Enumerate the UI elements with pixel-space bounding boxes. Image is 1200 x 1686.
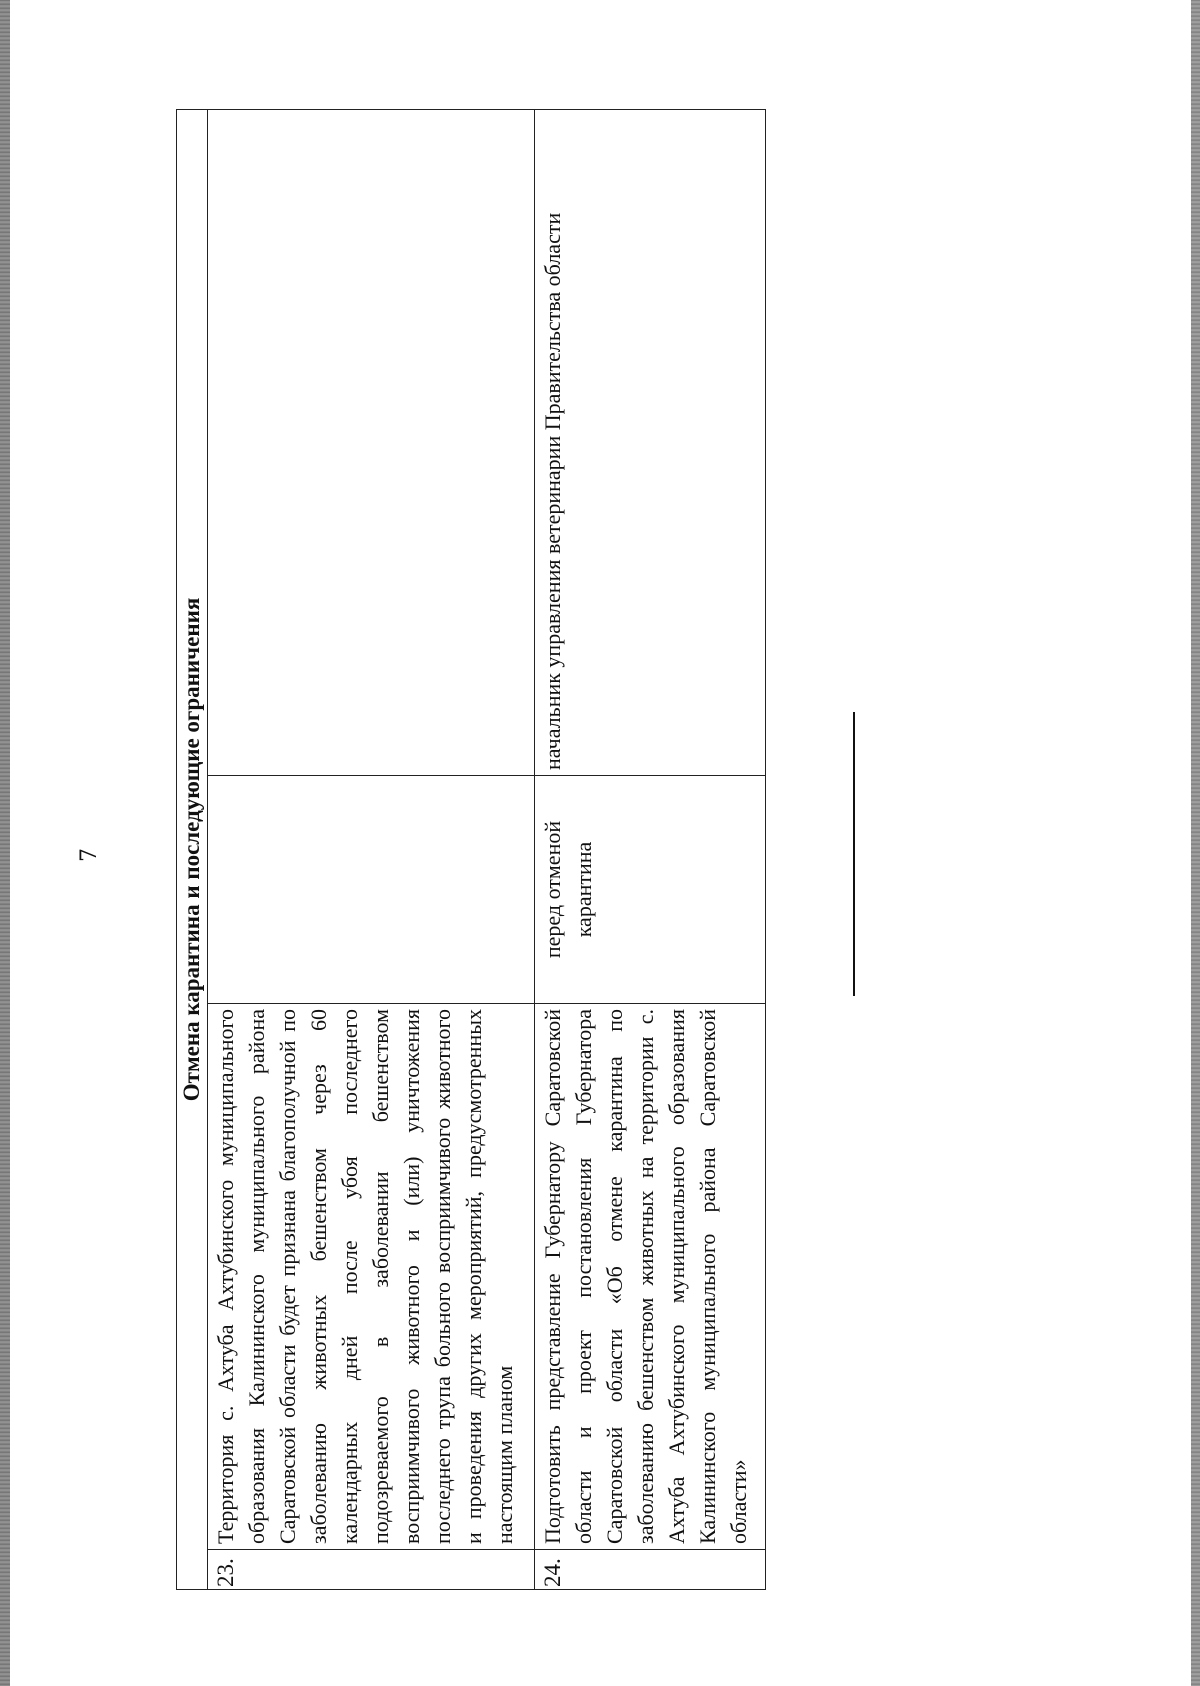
row-responsible: начальник управления ветеринарии Правительства области — [535, 109, 766, 775]
row-description: Подготовить представление Губернатору Саратовской области и проект постановления Губернатора Саратовской области «Об отмене карантина по заболеванию бешенством животных на территории с. Ахтуба Ахтубинского муниципального образования Калининского муниципального района Саратовской области» — [535, 1004, 766, 1550]
scan-edge-left — [0, 0, 10, 1686]
row-deadline: перед отменой карантина — [535, 776, 766, 1004]
table-row — [208, 109, 535, 1589]
table-section-header-row — [177, 109, 208, 1589]
plan-table — [176, 109, 766, 1590]
scan-edge-right — [1191, 0, 1200, 1686]
closing-line — [853, 712, 855, 996]
row-number: 23. — [208, 1550, 535, 1590]
page-number: 7 — [77, 848, 102, 862]
section-title: Отмена карантина и последующие ограничения — [177, 109, 208, 1589]
row-number: 24. — [535, 1550, 766, 1590]
row-deadline — [208, 776, 535, 1004]
row-description: Территория с. Ахтуба Ахтубинского муниципального образования Калининского муниципального района Саратовской области будет признана благополучной по заболеванию животных бешенством через 60 календарных дней после убоя последнего подозреваемого в заболевании бешенством восприимчивого животного и (или) уничтожения последнего трупа больного восприимчивого животного и проведения других мероприятий, предусмотренных настоящим планом — [208, 1004, 535, 1550]
table-row — [535, 109, 766, 1589]
row-responsible — [208, 109, 535, 775]
plan-table-container — [176, 110, 766, 1590]
